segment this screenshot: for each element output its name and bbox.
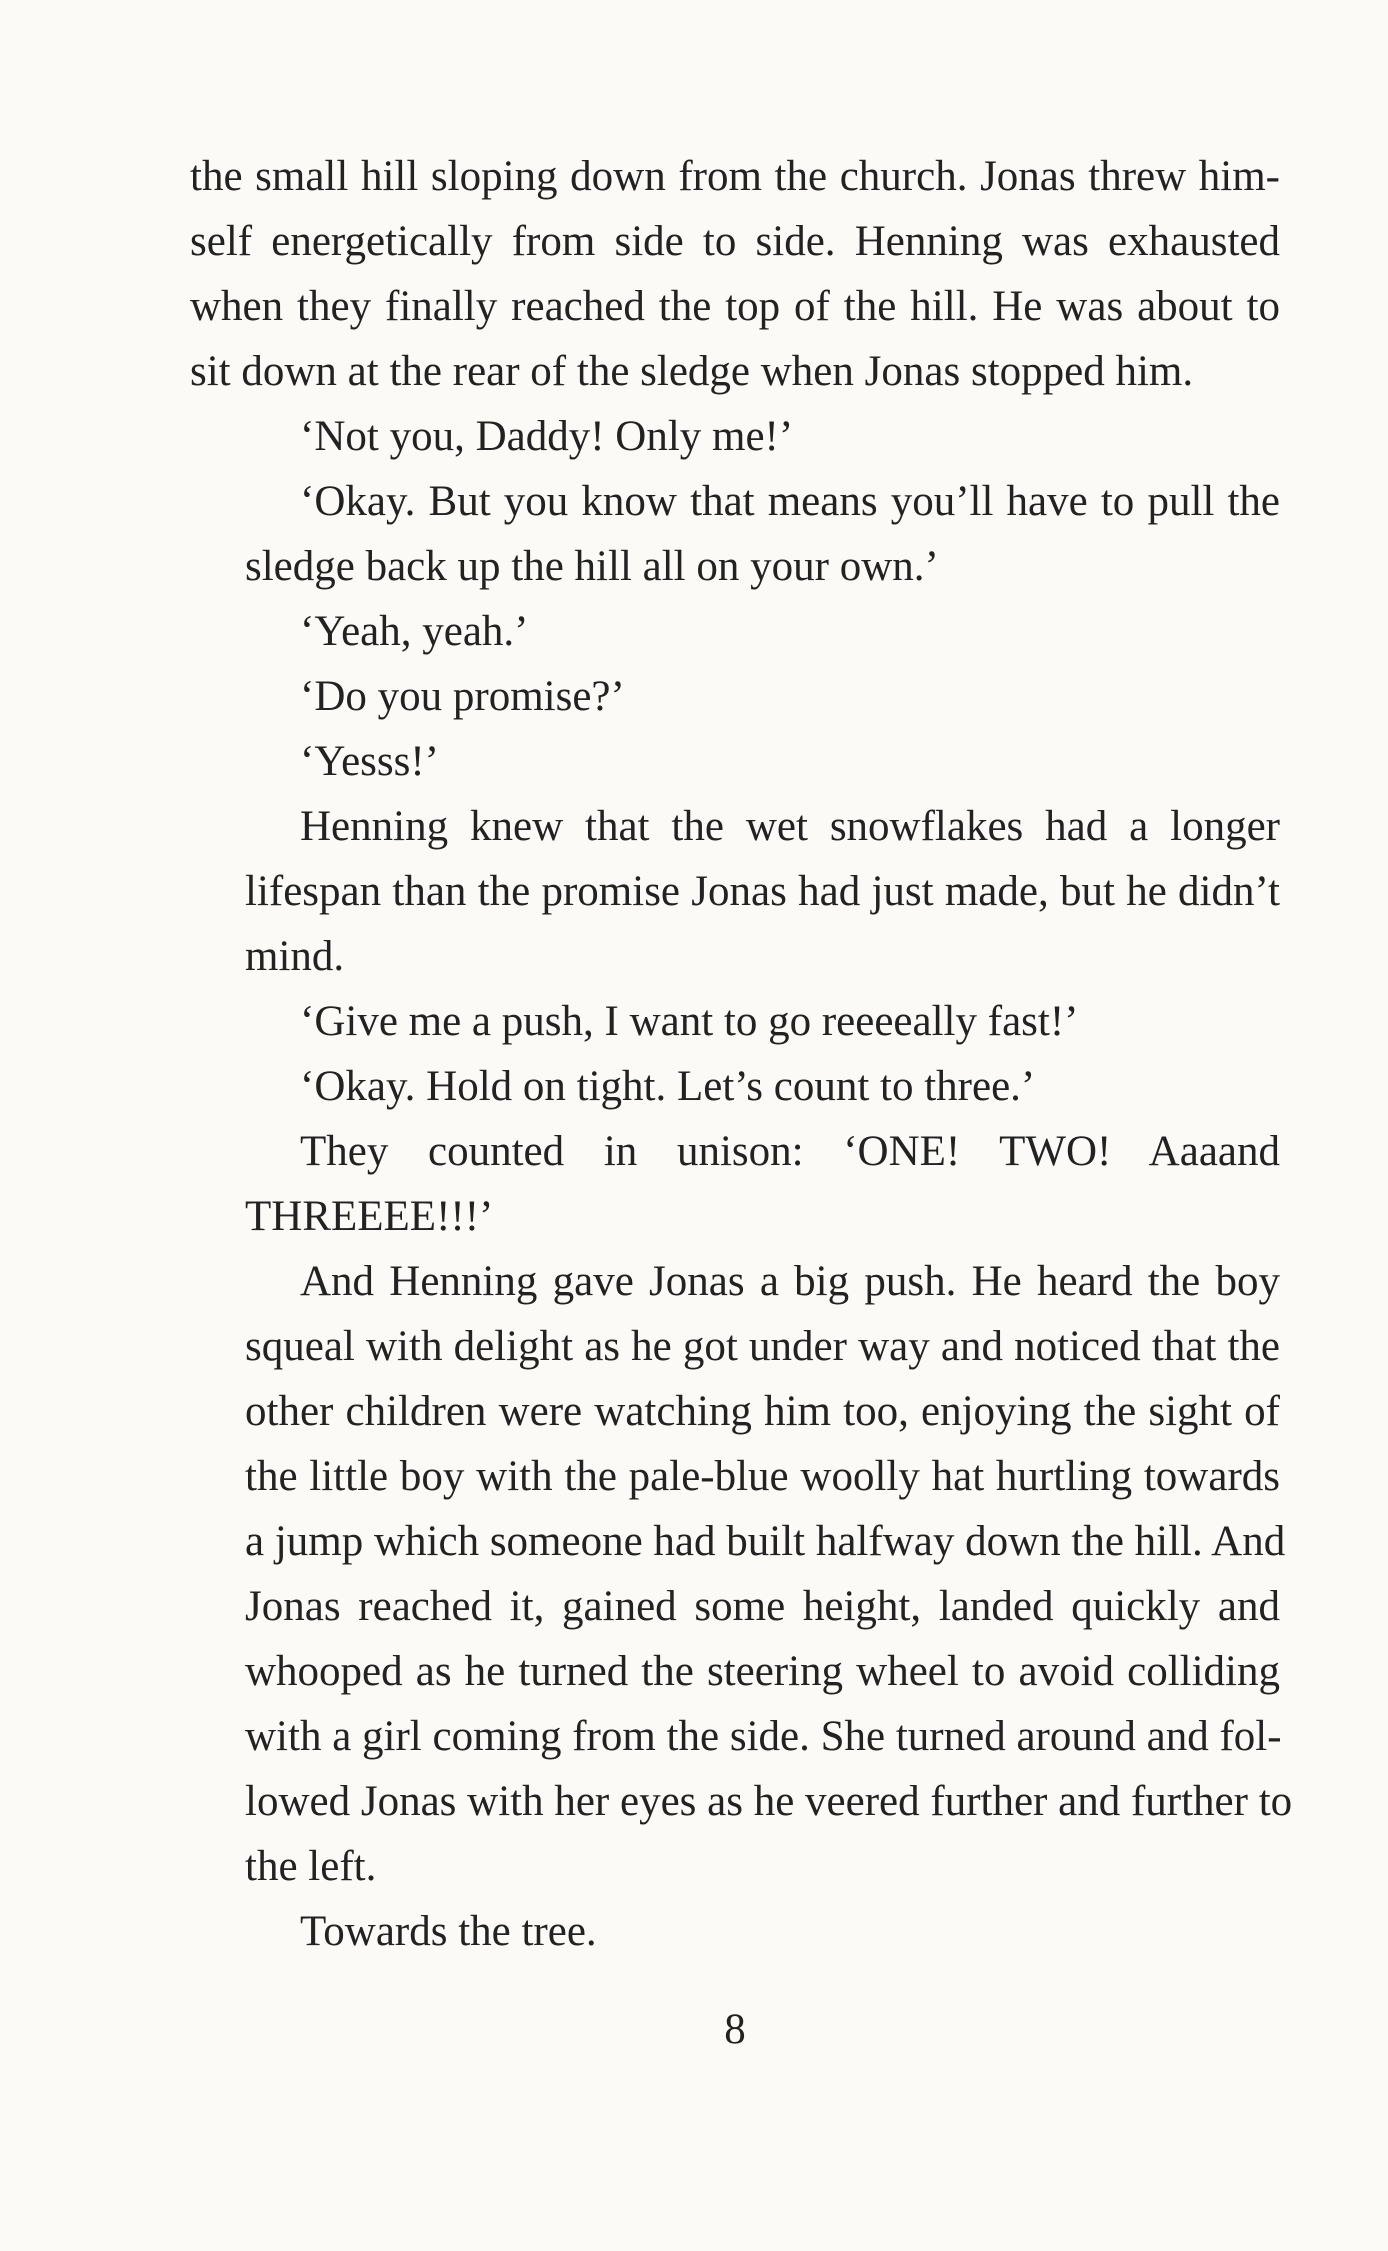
paragraph <box>190 469 1280 599</box>
text-line: ‘Okay. But you know that means you’ll have to pull the <box>300 478 1280 525</box>
paragraph <box>190 1054 1280 1119</box>
text-line: ‘Give me a push, I want to go reeeeally fast!’ <box>300 998 1079 1045</box>
text-line: They counted in unison: ‘ONE! TWO! Aaaand <box>300 1128 1280 1175</box>
text-line: ‘Do you promise?’ <box>300 673 625 720</box>
text-line: Henning knew that the wet snowflakes had a longer <box>300 803 1280 850</box>
text-line: whooped as he turned the steering wheel to avoid colliding <box>245 1648 1280 1695</box>
text-line: other children were watching him too, enjoying the sight of <box>245 1388 1280 1435</box>
text-line: lifespan than the promise Jonas had just made, but he didn’t <box>245 868 1280 915</box>
text-line: Towards the tree. <box>300 1908 597 1955</box>
text-line: sit down at the rear of the sledge when Jonas stopped him. <box>190 348 1194 395</box>
text-line: And Henning gave Jonas a big push. He heard the boy <box>300 1258 1280 1305</box>
text-line: with a girl coming from the side. She turned around and fol- <box>245 1713 1282 1760</box>
paragraph <box>190 989 1280 1054</box>
text-line: ‘Okay. Hold on tight. Let’s count to three.’ <box>300 1063 1036 1110</box>
text-line: mind. <box>245 933 345 980</box>
text-line: ‘Not you, Daddy! Only me!’ <box>300 413 794 460</box>
text-line: the left. <box>245 1843 377 1890</box>
text-line: THREEEE!!!’ <box>245 1193 494 1240</box>
text-line: the little boy with the pale-blue woolly hat hurtling towards <box>245 1453 1280 1500</box>
text-line: a jump which someone had built halfway down the hill. And <box>245 1518 1286 1565</box>
paragraph <box>190 794 1280 989</box>
paragraph <box>190 1249 1293 1899</box>
paragraph <box>190 664 1280 729</box>
paragraph <box>190 1119 1280 1249</box>
page-number: 8 <box>724 2006 746 2053</box>
paragraph <box>190 404 1280 469</box>
text-line: self energetically from side to side. Henning was exhausted <box>190 218 1280 265</box>
paragraph <box>190 599 1280 664</box>
text-line: ‘Yesss!’ <box>300 738 439 785</box>
paragraph <box>190 144 1280 404</box>
text-line: lowed Jonas with her eyes as he veered further and further to <box>245 1778 1293 1825</box>
paragraph <box>190 1899 1280 1964</box>
text-line: squeal with delight as he got under way and noticed that the <box>245 1323 1280 1370</box>
text-line: Jonas reached it, gained some height, landed quickly and <box>245 1583 1280 1630</box>
paragraph <box>190 729 1280 794</box>
text-line: ‘Yeah, yeah.’ <box>300 608 529 655</box>
text-line: when they finally reached the top of the hill. He was about to <box>190 283 1280 330</box>
text-line: sledge back up the hill all on your own.’ <box>245 543 939 590</box>
text-line: the small hill sloping down from the church. Jonas threw him- <box>190 153 1280 200</box>
body-text <box>190 144 1293 1964</box>
